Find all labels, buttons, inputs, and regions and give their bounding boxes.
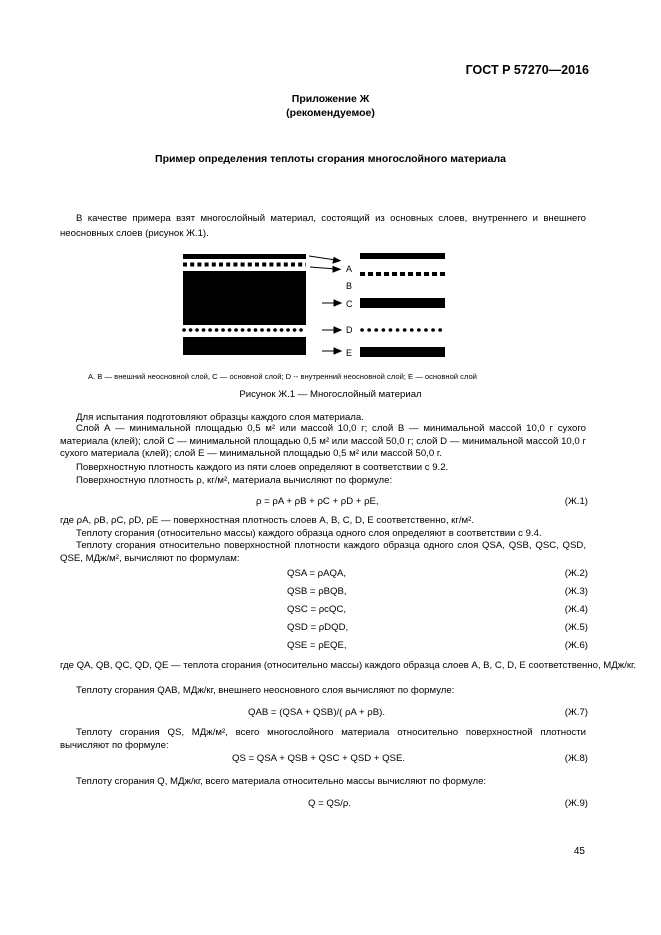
right-layer-a [360,253,445,259]
left-layer-c [183,271,306,325]
equation-7: QAB = (QSA + QSB)/( ρA + ρB). [248,707,386,718]
paragraph-11: Теплоту сгорания Q, МДж/кг, всего материала относительно массы вычисляют по формуле: [76,776,487,787]
right-layer-e [360,347,445,357]
equation-number-7: (Ж.7) [564,707,588,718]
equation-number-4: (Ж.4) [564,604,588,615]
figure-caption: Рисунок Ж.1 — Многослойный материал [239,389,422,400]
paragraph-3: Поверхностную плотность каждого из пяти слоев определяют в соответствии с 9.2. [76,462,449,473]
equation-4: QSC = ρcQC, [287,604,347,615]
right-layer-c [360,298,445,308]
layer-label-c: C [346,299,353,309]
layer-label-e: E [346,348,353,358]
equation-8: QS = QSA + QSB + QSC + QSD + QSE. [232,753,406,764]
paragraph-10: Теплоту сгорания QS, МДж/м², всего многослойного материала относительно поверхностной плотности вычисляют по формуле: [60,727,586,751]
paragraph-5: где ρA, ρB, ρC, ρD, ρE — поверхностная плотность слоев A, B, C, D, E соответственно, кг/м². [60,515,474,526]
paragraph-6: Теплоту сгорания (относительно массы) каждого образца одного слоя определяют в соответствии с 9.4. [76,528,542,539]
paragraph-1: Для испытания подготовляют образцы каждого слоя материала. [76,412,364,423]
paragraph-4: Поверхностную плотность ρ, кг/м², материала вычисляют по формуле: [76,475,393,486]
equation-number-6: (Ж.6) [564,640,588,651]
section-heading: Пример определения теплоты сгорания многослойного материала [155,153,506,165]
equation-3: QSB = ρBQB, [287,586,347,597]
equation-number-3: (Ж.3) [564,586,588,597]
left-layer-a [183,254,306,259]
layer-label-b: B [346,281,353,291]
appendix-subtitle: (рекомендуемое) [286,107,375,119]
intro-paragraph: В качестве примера взят многослойный материал, состоящий из основных слоев, внутреннего и внешнего неосновных слоев (рисунок Ж.1). [60,213,586,239]
equation-6: QSE = ρEQE, [287,640,347,651]
appendix-title: Приложение Ж [291,93,370,105]
equation-number-9: (Ж.9) [564,798,588,809]
page-number: 45 [573,846,585,857]
appendix-title-block [0,92,661,120]
paragraph-2: Слой А — минимальной площадью 0,5 м² или массой 10,0 г; слой В — минимальной массой 10,0 г сухого материала (клей); слой С — минимальной площадью 0,5 м² или массой 50,0 г; слой D — минимальной массой 10,0 г сухого материала (клей); слой Е — минимальной площадью 0,5 м² или массой 50,0 г. [60,423,586,459]
paragraph-8: где QA, QB, QC, QD, QE — теплота сгорания (относительно массы) каждого образца слоев A, B, C, D, E соответственно, МДж/кг. [60,660,637,671]
equation-number-8: (Ж.8) [564,753,588,764]
multilayer-figure [180,248,450,363]
equation-number-1: (Ж.1) [564,496,588,507]
standard-header: ГОСТ Р 57270—2016 [465,63,589,77]
equation-number-5: (Ж.5) [564,622,588,633]
equation-9: Q = QS/ρ. [308,798,352,809]
layer-label-a: A [346,264,353,274]
paragraph-7: Теплоту сгорания относительно поверхностной плотности каждого образца одного слоя QSA, QSB, QSC, QSD, QSE, МДж/м², вычисляют по формулам: [60,540,586,564]
paragraph-9: Теплоту сгорания QAB, МДж/кг, внешнего неосновного слоя вычисляют по формуле: [76,685,455,696]
figure-legend: А. В — внешний неосновной слой, С — основной слой; D -- внутренний неосновной слой; Е — основной слой [88,372,477,381]
equation-1: ρ = ρA + ρB + ρC + ρD + ρE, [256,496,379,507]
layer-label-d: D [346,325,353,335]
equation-5: QSD = ρDQD, [287,622,349,633]
arrows [309,256,341,354]
equation-2: QSA = ρAQA, [287,568,347,579]
equation-number-2: (Ж.2) [564,568,588,579]
left-layer-e [183,337,306,355]
